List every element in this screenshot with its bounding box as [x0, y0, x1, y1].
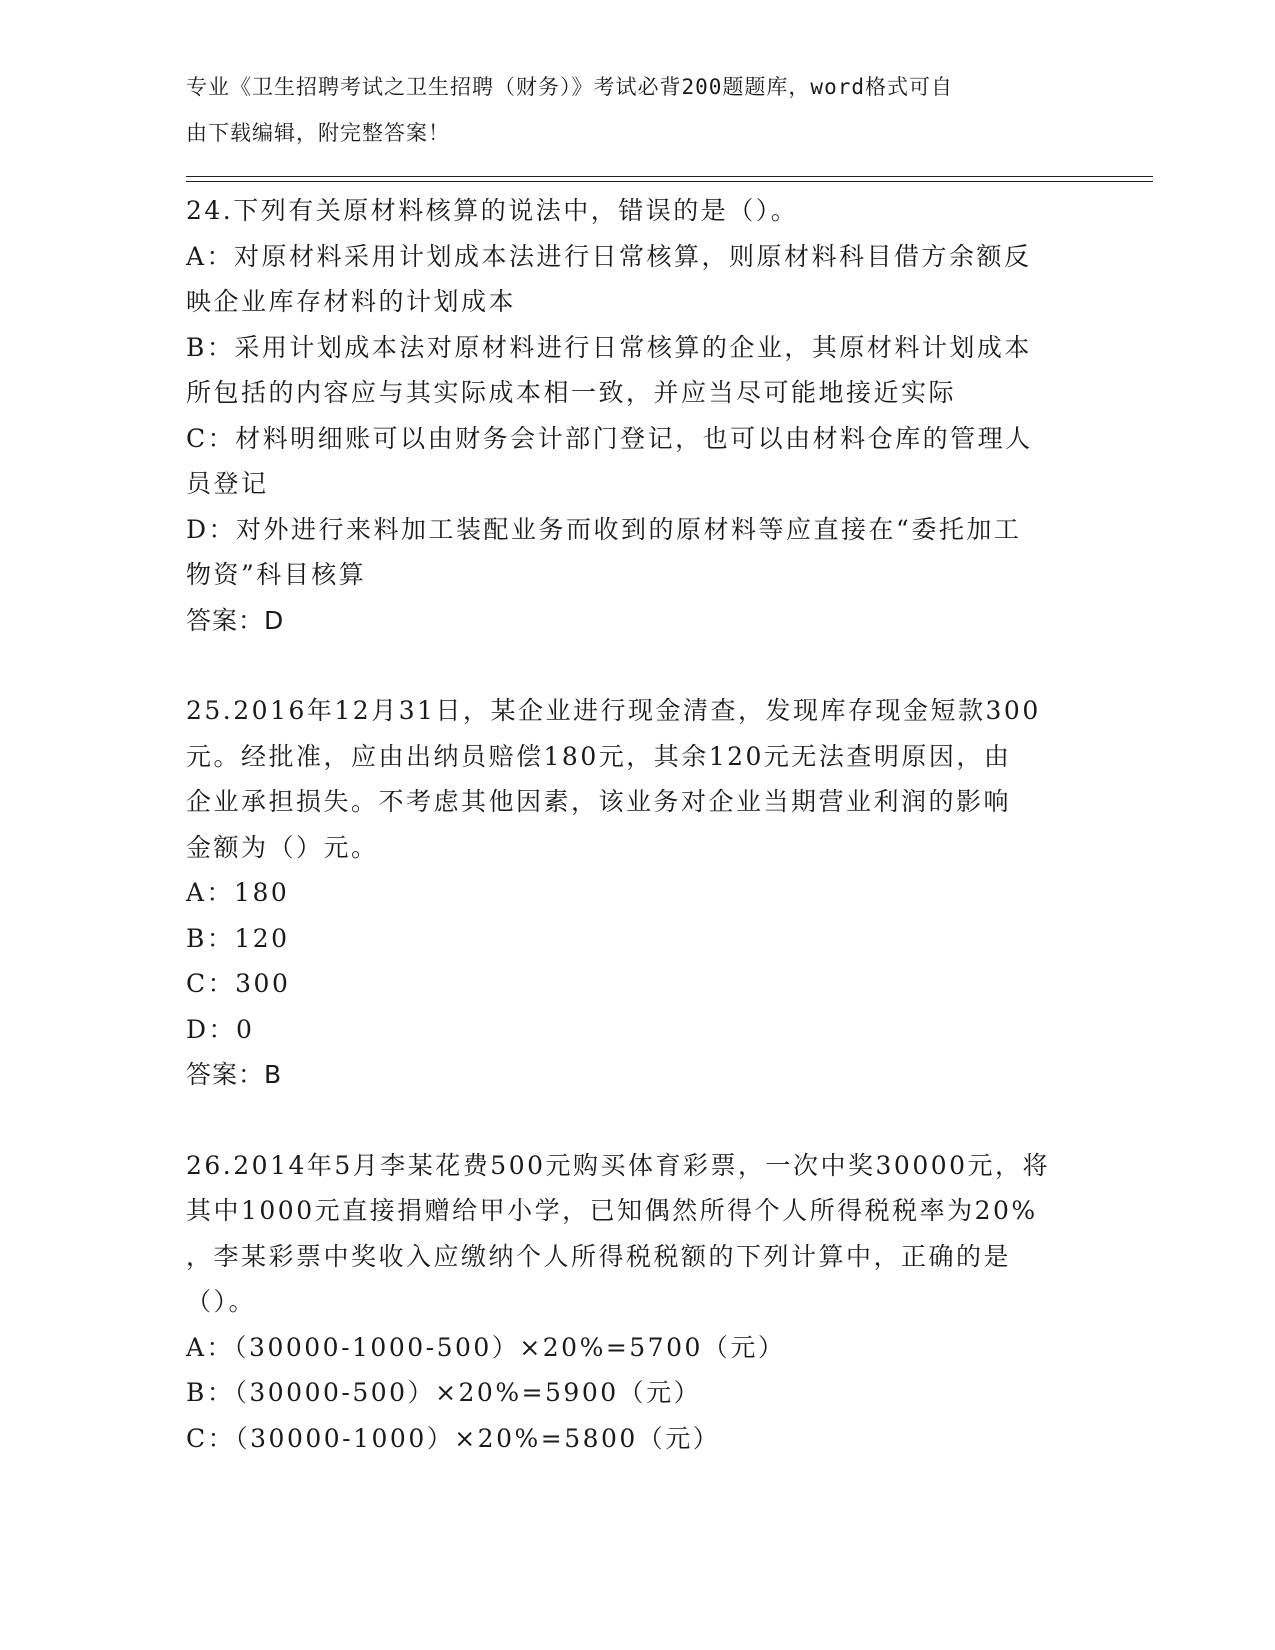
question-stem: 25.2016年12月31日，某企业进行现金清查，发现库存现金短款300: [186, 696, 1041, 725]
option-text: A：对原材料采用计划成本法进行日常核算，则原材料科目借方余额反: [186, 241, 1032, 271]
header-line: 由下载编辑，附完整答案！: [186, 120, 450, 145]
answer-label: 答案：B: [186, 1060, 283, 1089]
header-line: 专业《卫生招聘考试之卫生招聘（财务）》考试必背200题题库，word格式可自: [186, 75, 953, 99]
document-header: [186, 72, 1086, 163]
option-text: 所包括的内容应与其实际成本相一致，并应当尽可能地接近实际: [186, 378, 957, 407]
question-stem: （）。: [186, 1287, 257, 1316]
answer-label: 答案：D: [186, 605, 285, 635]
question-stem: 26.2014年5月李某花费500元购买体育彩票，一次中奖30000元，将: [186, 1150, 1051, 1180]
option-c: C：300: [186, 969, 291, 998]
header-divider: [186, 176, 1153, 177]
question-stem: 其中1000元直接捐赠给甲小学，已知偶然所得个人所得税税率为20%: [186, 1196, 1038, 1225]
question-26: [186, 1143, 1086, 1462]
question-stem: 元。经批准，应由出纳员赔偿180元，其余120元无法查明原因，由: [186, 741, 1012, 771]
question-list: [186, 188, 1086, 1461]
question-stem: ，李某彩票中奖收入应缴纳个人所得税税额的下列计算中，正确的是: [186, 1241, 1012, 1271]
option-b: B：（30000-500）×20%=5900（元）: [186, 1378, 702, 1407]
option-b: B：120: [186, 923, 290, 953]
question-25: [186, 688, 1086, 1098]
option-b: [186, 325, 1086, 416]
option-c: C：（30000-1000）×20%=5800（元）: [186, 1423, 721, 1453]
option-text: B：采用计划成本法对原材料进行日常核算的企业，其原材料计划成本: [186, 332, 1032, 362]
option-a: [186, 234, 1086, 325]
question-stem: 24.下列有关原材料核算的说法中，错误的是（）。: [186, 196, 799, 225]
option-c: [186, 416, 1086, 507]
question-24: [186, 188, 1086, 643]
question-stem: 金额为（）元。: [186, 832, 379, 862]
option-text: 员登记: [186, 469, 269, 498]
spacer: [186, 643, 1086, 688]
option-text: 映企业库存材料的计划成本: [186, 287, 517, 316]
option-text: 物资”科目核算: [186, 560, 367, 589]
spacer: [186, 1098, 1086, 1143]
option-d: D：0: [186, 1014, 255, 1044]
option-d: [186, 507, 1086, 598]
question-stem: 企业承担损失。不考虑其他因素，该业务对企业当期营业利润的影响: [186, 787, 1012, 816]
option-a: A：（30000-1000-500）×20%=5700（元）: [186, 1332, 786, 1362]
header-divider: [186, 181, 1153, 182]
option-text: C：材料明细账可以由财务会计部门登记，也可以由材料仓库的管理人: [186, 423, 1033, 453]
option-a: A：180: [186, 878, 290, 907]
option-text: D：对外进行来料加工装配业务而收到的原材料等应直接在“委托加工: [186, 514, 1022, 544]
